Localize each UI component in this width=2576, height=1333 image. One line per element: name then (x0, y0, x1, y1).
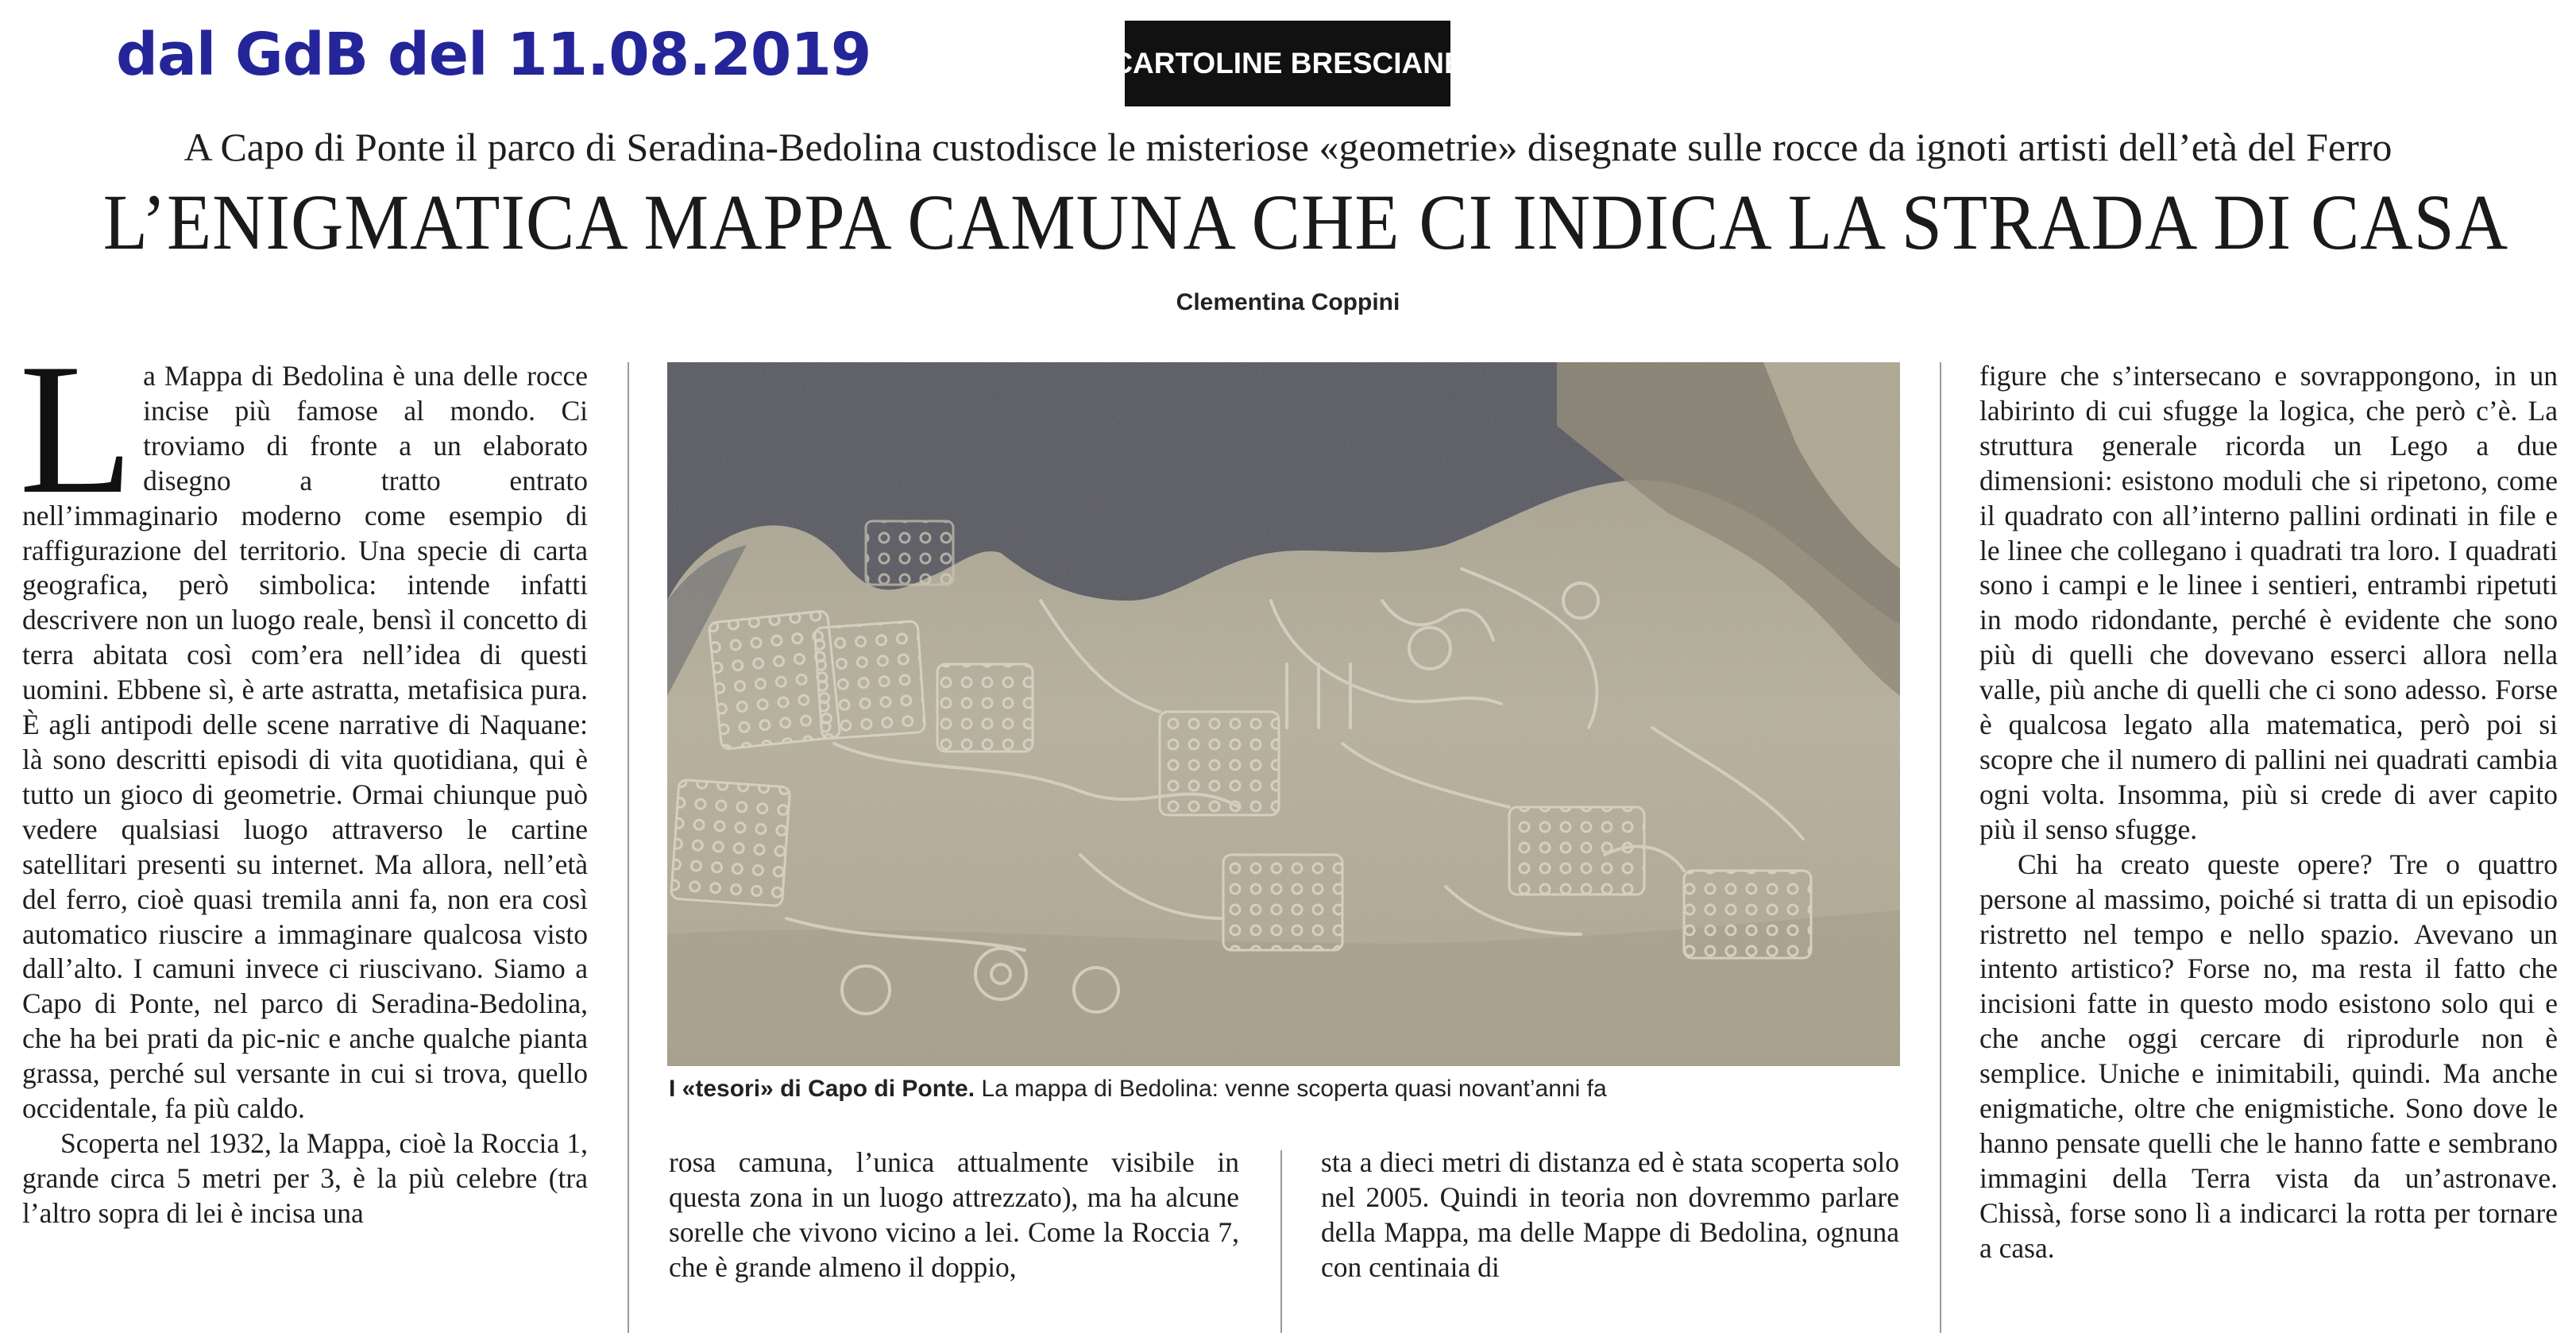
article-author: Clementina Coppini (1176, 289, 1400, 315)
column-3-paragraph-1: figure che s’intersecano e sovrappongono, in un labirinto di cui sfugge la logica, che però c’è. La struttura generale ricorda un Lego a due dimensioni: esistono moduli che si ripetono, come il quadrato con all’interno pallini ordinati in file e le linee che collegano i quadrati tra loro. I quadrati sono i campi e le linee i sentieri, entrambi ripetuti in modo ridondante, perché è evidente che sono più di quelli che dovevano esserci allora nella valle, più anche di quelli che ci sono adesso. Forse è qualcosa legato alla matematica, però poi si scopre che il numero di pallini nei quadrati cambia ogni volta. Insomma, più si crede di aver capito più il senso sfugge. (1979, 360, 2558, 845)
section-badge (1111, 21, 1464, 106)
source-label: dal GdB del 11.08.2019 (116, 21, 871, 89)
column-1-paragraph-1 (19, 326, 588, 1126)
article-headline: L’ENIGMATICA MAPPA CAMUNA CHE CI INDICA LA STRADA DI CASA (102, 178, 2509, 266)
photo-caption-text: La mappa di Bedolina: venne scoperta quasi novant’anni fa (975, 1076, 1607, 1102)
column-1-paragraph-2: Scoperta nel 1932, la Mappa, cioè la Roccia 1, grande circa 5 metri per 3, è la più celebre (tra l’altro sopra di lei è incisa una (22, 1126, 588, 1229)
rock-engraving-photo (667, 362, 1900, 1066)
section-badge-label: CARTOLINE BRESCIANE (1111, 47, 1464, 79)
column-2b-text: sta a dieci metri di distanza ed è stata scoperta solo nel 2005. Quindi in teoria non dovremmo parlare della Mappa, ma delle Mappe di Bedolina, ognuna con centinaia di (1321, 1146, 1899, 1283)
article-subtitle: A Capo di Ponte il parco di Seradina-Bedolina custodisce le misteriose «geometrie» disegnate sulle rocce da ignoti artisti dell’età del Ferro (183, 125, 2393, 169)
article-column-1 (19, 326, 588, 1231)
article-column-2a (669, 1146, 1239, 1285)
dropcap: L (19, 326, 134, 533)
column-2a-text: rosa camuna, l’unica attualmente visibile in questa zona in un luogo attrezzato), ma ha alcune sorelle che vivono vicino a lei. Come la Roccia 7, che è grande almeno il doppio, (669, 1146, 1239, 1283)
column-1-text-1: a Mappa di Bedolina è una delle rocce incise più famose al mondo. Ci troviamo di fronte a un elaborato disegno a tratto entrato nell’immaginario moderno come esempio di raffigurazione del territorio. Una specie di carta geografica, però simbolica: intende infatti descrivere non un luogo reale, bensì il concetto di terra abitata così com’era nell’idea di questi uomini. Ebbene sì, è arte astratta, metafisica pura. È agli antipodi delle scene narrative di Naquane: là sono descritti episodi di vita quotidiana, qui è tutto un gioco di geometrie. Ormai chiunque può vedere qualsiasi luogo attraverso le cartine satellitari presenti su internet. Ma allora, nell’età del ferro, cioè quasi tremila anni fa, non era così automatico riuscire a immaginare qualcosa visto dall’alto. I camuni invece ci riuscivano. Siamo a Capo di Ponte, nel parco di Seradina-Bedolina, che ha bei prati da pic-nic e anche qualche pianta grassa, perché sul versante in cui si trova, quello occidentale, fa più caldo. (22, 360, 588, 1125)
column-rule-left (628, 362, 629, 1333)
column-3-paragraph-2: Chi ha creato queste opere? Tre o quattro persone al massimo, poiché si tratta di un episodio ristretto nel tempo e nello spazio. Avevano un intento artistico? Forse no, ma resta il fatto che incisioni fatte in questo modo esistono solo qui e che anche oggi cercare di riprodurle non è semplice. Uniche e inimitabili, quindi. Ma anche enigmatiche, oltre che enigmistiche. Sono dove le hanno pensate quelli che le hanno fatte e sembrano immagini della Terra vista da un’astronave. Chissà, forse sono lì a indicarci la rotta per tornare a casa. (1979, 848, 2558, 1264)
column-rule-right (1940, 362, 1941, 1333)
photo-caption-bold: I «tesori» di Capo di Ponte. (669, 1076, 975, 1102)
article-column-3 (1979, 359, 2558, 1266)
column-rule-middle (1280, 1150, 1282, 1333)
photo-caption (669, 1076, 1908, 1103)
article-column-2b (1321, 1146, 1899, 1285)
